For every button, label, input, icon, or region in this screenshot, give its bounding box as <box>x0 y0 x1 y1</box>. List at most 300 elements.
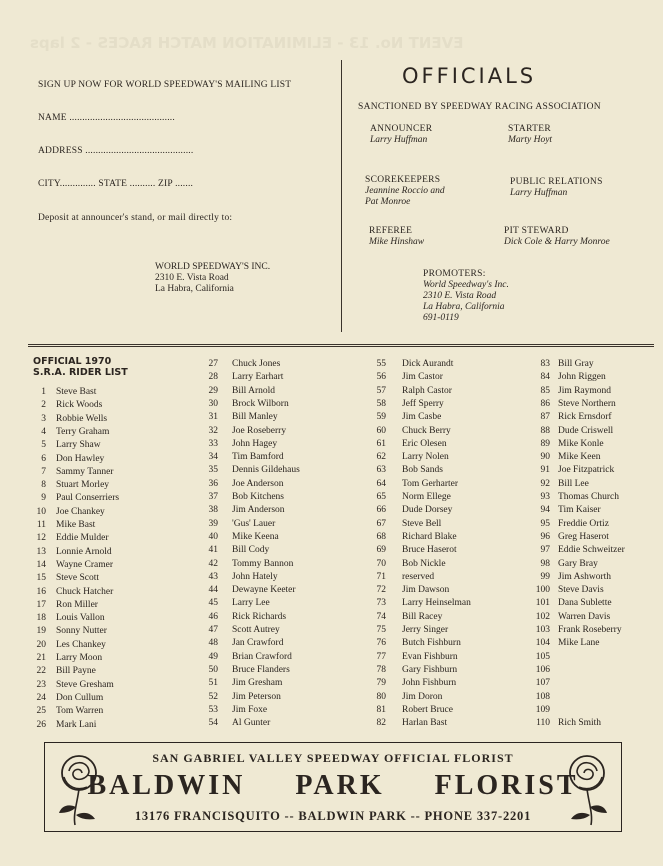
rider-list-heading-title: S.R.A. RIDER LIST <box>33 367 128 378</box>
rider-number: 76 <box>376 638 386 649</box>
rider-row <box>30 679 114 692</box>
rider-row <box>528 717 602 730</box>
rider-name: Mike Bast <box>56 520 96 530</box>
florist-name-word-1: BALDWIN <box>87 770 246 801</box>
rider-name: Steve Bast <box>56 387 97 397</box>
rider-number: 21 <box>36 653 46 663</box>
rider-row <box>30 453 105 466</box>
rider-row <box>528 664 550 677</box>
rider-row <box>198 624 280 637</box>
promoters-block <box>423 269 509 324</box>
rider-name: Tom Warren <box>56 706 104 717</box>
rider-row <box>198 464 300 477</box>
rider-name: Joe Anderson <box>232 478 284 489</box>
promoters-line-1: World Speedway's Inc. <box>423 280 509 290</box>
rider-name: Eddie Schweitzer <box>558 545 625 556</box>
rider-row <box>366 385 452 398</box>
rider-number: 55 <box>376 359 386 369</box>
announcer-label: ANNOUNCER <box>370 124 433 134</box>
rider-row <box>30 519 96 532</box>
rider-number: 53 <box>208 704 218 715</box>
rider-row <box>30 439 101 452</box>
rider-row <box>30 466 114 479</box>
name-field[interactable]: NAME ......................................... <box>38 113 175 123</box>
rider-row <box>198 637 284 650</box>
rider-number: 71 <box>376 571 386 582</box>
rider-name: Sonny Nutter <box>56 626 107 637</box>
rider-name: Butch Fishburn <box>402 638 461 649</box>
rider-row <box>366 371 443 384</box>
rider-name: Larry Moon <box>56 653 103 663</box>
rider-number: 4 <box>41 426 46 437</box>
mailing-heading: SIGN UP NOW FOR WORLD SPEEDWAY'S MAILING LIST <box>38 80 292 90</box>
rider-row <box>30 719 97 732</box>
rider-number: 86 <box>540 398 550 409</box>
rider-number: 106 <box>535 664 550 675</box>
rider-row <box>366 478 459 491</box>
rider-name: Gary Fishburn <box>402 664 458 675</box>
rider-number: 7 <box>41 466 46 477</box>
rider-name: Joe Chankey <box>56 506 105 517</box>
rider-number: 19 <box>36 626 46 637</box>
rider-row <box>366 717 448 730</box>
rider-name: reserved <box>402 571 435 582</box>
rider-number: 33 <box>208 438 218 449</box>
rider-row <box>30 559 113 572</box>
rider-name: Les Chankey <box>56 639 106 650</box>
rider-number: 93 <box>540 492 550 502</box>
rider-row <box>30 572 100 585</box>
rider-row <box>30 399 103 412</box>
rider-row <box>366 504 453 517</box>
rider-number: 5 <box>41 440 46 451</box>
rider-name: Steve Bell <box>402 518 442 529</box>
rider-name: Bob Nickle <box>402 558 446 569</box>
rider-name: Louis Vallon <box>56 613 105 624</box>
rider-name: Lonnie Arnold <box>56 546 112 557</box>
rider-number: 24 <box>36 692 46 703</box>
rider-number: 20 <box>36 639 46 650</box>
mailing-city: La Habra, California <box>155 284 234 294</box>
address-field[interactable]: ADDRESS .......................................... <box>38 146 194 156</box>
rider-row <box>528 385 612 398</box>
rider-number: 62 <box>376 452 386 463</box>
rider-name: Tim Bamford <box>232 452 284 463</box>
pit-steward-label: PIT STEWARD <box>504 226 569 236</box>
rider-number: 41 <box>208 545 218 556</box>
rider-row <box>198 358 281 371</box>
rider-row <box>30 506 105 519</box>
rider-row <box>528 651 550 664</box>
rider-name: John Hately <box>232 571 278 582</box>
pit-steward-name: Dick Cole & Harry Monroe <box>504 237 610 247</box>
rider-number: 60 <box>376 425 386 436</box>
rider-row <box>198 664 290 677</box>
rider-number: 26 <box>36 719 46 730</box>
rider-row <box>366 611 443 624</box>
rider-name: Thomas Church <box>558 492 619 502</box>
rider-number: 67 <box>376 518 386 529</box>
rider-number: 65 <box>376 492 386 502</box>
pit-steward-block <box>504 226 610 248</box>
rider-name: Tim Kaiser <box>558 505 601 516</box>
rider-number: 52 <box>208 691 218 702</box>
rider-row <box>528 358 594 371</box>
rider-number: 98 <box>540 558 550 569</box>
rider-number: 46 <box>208 611 218 622</box>
announcer-block <box>370 124 432 146</box>
rider-list-heading-year: OFFICIAL 1970 <box>33 356 112 367</box>
rider-row <box>198 385 276 398</box>
rider-number: 1 <box>41 387 46 397</box>
rider-name: Terry Graham <box>56 426 110 437</box>
rider-row <box>528 611 611 624</box>
rider-number: 68 <box>376 531 386 542</box>
rider-number: 70 <box>376 558 386 569</box>
rider-name: Robbie Wells <box>56 413 108 424</box>
rider-name: Mike Lane <box>558 638 600 649</box>
rider-list-heading <box>33 356 128 378</box>
rider-name: Bruce Haserot <box>402 545 457 556</box>
rider-row <box>528 597 612 610</box>
rider-number: 27 <box>208 359 218 369</box>
rider-number: 58 <box>376 398 386 409</box>
referee-name: Mike Hinshaw <box>369 237 425 247</box>
rider-number: 37 <box>208 492 218 502</box>
rider-number: 40 <box>208 531 218 542</box>
rider-number: 103 <box>535 625 550 635</box>
florist-name-word-3: FLORIST <box>434 770 579 801</box>
rider-number: 79 <box>376 678 386 689</box>
rider-name: Bob Kitchens <box>232 492 284 502</box>
rider-name: Jim Ashworth <box>558 571 612 582</box>
rider-row <box>198 438 278 451</box>
rider-name: Paul Conserriers <box>56 493 120 504</box>
rider-name: Tommy Bannon <box>232 558 294 569</box>
rider-row <box>30 426 110 439</box>
public-relations-label: PUBLIC RELATIONS <box>510 177 603 187</box>
rider-row <box>366 584 450 597</box>
rider-row <box>198 691 281 704</box>
rider-number: 25 <box>36 706 46 717</box>
rider-name: Freddie Ortiz <box>558 518 609 529</box>
referee-label: REFEREE <box>369 226 413 236</box>
rider-row <box>198 651 292 664</box>
rider-row <box>198 398 289 411</box>
rider-number: 85 <box>540 385 550 396</box>
rider-number: 89 <box>540 438 550 449</box>
starter-label: STARTER <box>508 124 551 134</box>
rider-row <box>528 491 619 504</box>
rider-row <box>366 691 443 704</box>
rider-name: Rick Ernsdorf <box>558 412 612 423</box>
rider-number: 23 <box>36 679 46 690</box>
rider-number: 88 <box>540 425 550 436</box>
rider-row <box>528 518 609 531</box>
rider-number: 39 <box>208 518 218 529</box>
rider-row <box>528 677 550 690</box>
rider-row <box>366 451 449 464</box>
rider-row <box>198 571 278 584</box>
rider-row <box>366 464 443 477</box>
rider-name: Steve Northern <box>558 398 616 409</box>
rider-name: Jeff Sperry <box>402 398 444 409</box>
promoters-line-3: La Habra, California <box>423 302 505 312</box>
rider-name: Dennis Gildehaus <box>232 465 300 476</box>
rider-name: Jim Casbe <box>402 412 442 423</box>
scorekeepers-block <box>365 175 445 208</box>
starter-block <box>508 124 552 146</box>
rider-row <box>528 704 550 717</box>
rider-number: 92 <box>540 478 550 489</box>
rider-row <box>30 599 98 612</box>
starter-name: Marty Hoyt <box>508 135 553 145</box>
mailing-street: 2310 E. Vista Road <box>155 273 229 283</box>
rider-number: 63 <box>376 465 386 476</box>
rider-row <box>366 651 458 664</box>
rider-row <box>30 705 104 718</box>
rider-number: 107 <box>535 678 550 689</box>
deposit-instructions: Deposit at announcer's stand, or mail directly to: <box>38 213 233 223</box>
rider-number: 56 <box>376 372 386 383</box>
rider-number: 73 <box>376 598 386 609</box>
rider-number: 97 <box>540 545 550 556</box>
rider-row <box>198 677 283 690</box>
rider-name: Bill Gray <box>558 359 594 369</box>
rider-row <box>30 625 107 638</box>
rider-name: Chuck Jones <box>232 359 281 369</box>
scorekeepers-name-2: Pat Monroe <box>365 197 411 207</box>
rider-number: 101 <box>535 598 550 609</box>
rider-row <box>30 386 97 399</box>
rider-row <box>366 704 453 717</box>
rider-name: Bill Racey <box>402 611 443 622</box>
rider-number: 48 <box>208 638 218 649</box>
vertical-divider <box>341 60 342 332</box>
referee-block <box>369 226 424 248</box>
rider-row <box>198 704 268 717</box>
rider-row <box>528 411 612 424</box>
rider-row <box>30 479 110 492</box>
rider-number: 77 <box>376 651 386 662</box>
rider-number: 8 <box>41 480 46 491</box>
rider-row <box>528 451 601 464</box>
rider-number: 12 <box>36 533 46 544</box>
rider-number: 59 <box>376 412 386 423</box>
rider-number: 28 <box>208 372 218 383</box>
rider-name: Wayne Cramer <box>56 559 113 570</box>
scorekeepers-name-1: Jeannine Roccio and <box>365 186 445 196</box>
rider-number: 83 <box>540 359 550 369</box>
rider-number: 90 <box>540 452 550 463</box>
rider-number: 66 <box>376 505 386 516</box>
rider-name: Dude Criswell <box>558 425 614 436</box>
rider-row <box>366 664 458 677</box>
rider-number: 35 <box>208 465 218 476</box>
rider-name: Jim Foxe <box>232 704 268 715</box>
rider-number: 50 <box>208 664 218 675</box>
rider-row <box>528 398 616 411</box>
rider-row <box>528 531 609 544</box>
rider-number: 17 <box>36 599 46 610</box>
rider-row <box>528 637 600 650</box>
rider-name: Richard Blake <box>402 531 457 542</box>
rider-row <box>198 504 285 517</box>
rider-row <box>366 411 442 424</box>
rider-row <box>528 544 625 557</box>
mailing-list-form <box>38 80 328 223</box>
rider-name: Larry Heinselman <box>402 598 471 609</box>
rider-name: Rick Woods <box>56 400 103 411</box>
rider-row <box>528 478 589 491</box>
rider-number: 99 <box>540 571 550 582</box>
rider-row <box>366 358 454 371</box>
rider-number: 2 <box>41 400 46 411</box>
rider-name: Jim Raymond <box>558 385 612 396</box>
florist-address: 13176 FRANCISQUITO -- BALDWIN PARK -- PHONE 337-2201 <box>134 809 532 823</box>
promoters-line-2: 2310 E. Vista Road <box>423 291 497 301</box>
rider-name: Sammy Tanner <box>56 466 114 477</box>
rider-name: Robert Bruce <box>402 704 453 715</box>
rider-row <box>198 371 284 384</box>
rider-row <box>366 491 451 504</box>
rider-row <box>198 558 294 571</box>
rider-number: 30 <box>208 398 218 409</box>
rider-row <box>528 464 615 477</box>
rider-row <box>366 438 447 451</box>
rider-number: 47 <box>208 625 218 635</box>
rider-number: 110 <box>536 718 550 729</box>
rider-row <box>528 504 601 517</box>
rider-number: 14 <box>36 559 46 570</box>
rider-name: Rick Richards <box>232 611 287 622</box>
rider-name: Gary Bray <box>558 558 598 569</box>
rider-name: Jim Castor <box>402 372 443 383</box>
rider-row <box>30 546 112 559</box>
rider-number: 49 <box>208 651 218 662</box>
rider-number: 15 <box>36 573 46 584</box>
rider-number: 13 <box>36 546 46 557</box>
rider-row <box>366 425 451 438</box>
rider-number: 95 <box>540 518 550 529</box>
rider-row <box>366 624 449 637</box>
rider-name: Jim Dawson <box>402 585 450 596</box>
rider-number: 36 <box>208 478 218 489</box>
rider-number: 82 <box>376 718 386 729</box>
rider-row <box>30 652 103 665</box>
rider-row <box>528 691 550 704</box>
rider-row <box>366 531 457 544</box>
rider-number: 34 <box>208 452 218 463</box>
rider-number: 105 <box>535 651 550 662</box>
rider-number: 78 <box>376 664 386 675</box>
rider-name: Scott Autrey <box>232 625 280 635</box>
rider-number: 75 <box>376 625 386 635</box>
rider-row <box>366 597 471 610</box>
public-relations-block <box>510 177 603 199</box>
rider-number: 61 <box>376 438 386 449</box>
rider-name: Dude Dorsey <box>402 505 453 516</box>
rider-number: 54 <box>208 718 218 729</box>
rider-row <box>528 624 622 637</box>
rider-row <box>366 637 461 650</box>
rider-number: 74 <box>376 611 386 622</box>
rider-row <box>528 571 612 584</box>
rider-name: Brock Wilborn <box>232 398 289 409</box>
rider-row <box>198 531 279 544</box>
rider-row <box>198 425 287 438</box>
city-state-zip-field[interactable]: CITY.............. STATE .......... ZIP ....... <box>38 179 194 189</box>
rider-number: 45 <box>208 598 218 609</box>
rider-name: Jim Peterson <box>232 691 281 702</box>
rider-name: Steve Scott <box>56 573 100 584</box>
mailing-address <box>155 262 270 295</box>
rider-name: Bruce Flanders <box>232 664 290 675</box>
rider-name: Larry Lee <box>232 598 270 609</box>
rider-number: 42 <box>208 558 218 569</box>
rider-row <box>198 584 296 597</box>
rider-name: Bill Payne <box>56 666 96 677</box>
rider-number: 100 <box>535 585 550 596</box>
mailing-company: WORLD SPEEDWAY'S INC. <box>155 262 271 272</box>
rider-number: 3 <box>41 413 46 424</box>
horizontal-divider <box>28 344 654 347</box>
rider-row <box>30 492 120 505</box>
rider-name: Al Gunter <box>232 718 271 729</box>
rider-number: 109 <box>535 704 550 715</box>
rider-name: Stuart Morley <box>56 480 110 491</box>
rider-number: 94 <box>540 505 550 516</box>
florist-advertisement <box>44 742 622 832</box>
announcer-name: Larry Huffman <box>370 135 428 145</box>
rider-row <box>366 677 457 690</box>
rider-name: Ron Miller <box>56 599 98 610</box>
promoters-line-4: 691-0119 <box>423 313 459 323</box>
rider-name: Bob Sands <box>402 465 443 476</box>
rider-name: Bill Cody <box>232 545 270 556</box>
rider-number: 81 <box>376 704 386 715</box>
rider-row <box>30 665 96 678</box>
rider-row <box>198 597 270 610</box>
rider-row <box>30 586 114 599</box>
rider-row <box>198 611 287 624</box>
rider-number: 16 <box>36 586 46 597</box>
rider-name: Jim Gresham <box>232 678 283 689</box>
rider-number: 108 <box>535 691 550 702</box>
rider-name: Frank Roseberry <box>558 625 622 635</box>
rider-row <box>366 571 435 584</box>
rider-number: 38 <box>208 505 218 516</box>
rider-number: 6 <box>41 453 46 464</box>
rider-name: John Hagey <box>232 438 278 449</box>
rider-number: 84 <box>540 372 550 383</box>
rose-icon <box>559 749 615 827</box>
rider-name: Joe Fitzpatrick <box>558 465 615 476</box>
rider-number: 64 <box>376 478 386 489</box>
rider-row <box>366 398 444 411</box>
officials-title: OFFICIALS <box>402 64 537 88</box>
rider-name: Chuck Berry <box>402 425 451 436</box>
rider-row <box>198 451 284 464</box>
rider-number: 102 <box>535 611 550 622</box>
rider-name: Eric Olesen <box>402 438 447 449</box>
rider-row <box>30 413 108 426</box>
rider-number: 18 <box>36 613 46 624</box>
rider-number: 91 <box>540 465 550 476</box>
sanctioned-by: SANCTIONED BY SPEEDWAY RACING ASSOCIATION <box>358 102 601 112</box>
rider-number: 104 <box>535 638 550 649</box>
scorekeepers-label: SCOREKEEPERS <box>365 175 441 185</box>
